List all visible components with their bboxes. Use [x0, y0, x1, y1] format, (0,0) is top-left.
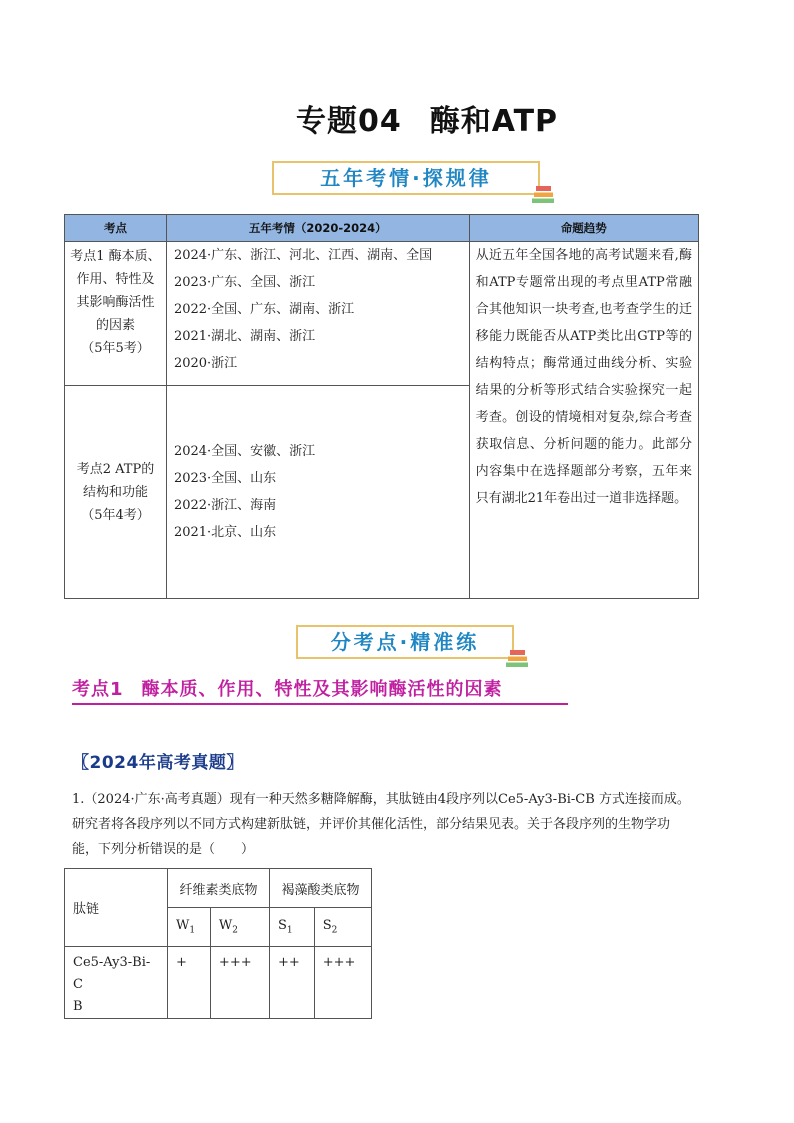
value-w1: + [168, 947, 211, 1019]
question-line: 能，下列分析错误的是（ ） [72, 842, 255, 857]
topic-line: （5年5考） [81, 341, 150, 356]
year-line: 2024·全国、安徽、浙江 [173, 444, 316, 459]
subheader-s1: $S_1$ [269, 908, 314, 947]
years-cell-2 [166, 386, 469, 599]
year-heading: 〖2024年高考真题〗 [72, 753, 244, 773]
header-topic: 考点 [65, 215, 167, 242]
topic-cell-1 [65, 242, 167, 386]
overview-table [64, 214, 699, 599]
topic-cell-2 [65, 386, 167, 599]
year-line: 2022·浙江、海南 [173, 498, 277, 513]
year-line: 2023·广东、全国、浙江 [173, 275, 316, 290]
title-part2: 酶和ATP [429, 104, 559, 139]
peptide-name-line: B [73, 999, 83, 1014]
value-w2: +++ [210, 947, 269, 1019]
value-s2: +++ [314, 947, 371, 1019]
subheader-w1: $W_1$ [168, 908, 211, 947]
group-cellulose: 纤维素类底物 [168, 869, 270, 908]
year-line: 2020·浙江 [173, 356, 238, 371]
topic-line: 的因素 [95, 318, 135, 333]
subheader-s2: $S_2$ [314, 908, 371, 947]
page-title [0, 96, 794, 140]
question-line: 1.（2024·广东·高考真题）现有一种天然多糖降解酶，其肽链由4段序列以Ce5-Ay3-Bi-CB 方式连接而成。 [72, 792, 690, 807]
year-line: 2024·广东、浙江、河北、江西、湖南、全国 [173, 248, 433, 263]
col-peptide-header: 肽链 [65, 869, 168, 947]
section-heading [72, 675, 568, 705]
value-s1: ++ [269, 947, 314, 1019]
topic-line: 结构和功能 [82, 484, 148, 500]
year-line: 2022·全国、广东、湖南、浙江 [173, 302, 355, 317]
books-icon [530, 183, 556, 205]
banner-five-year: 五年考情·探规律 [272, 161, 540, 195]
header-trend: 命题趋势 [469, 215, 698, 242]
banner-practice: 分考点·精准练 [296, 625, 514, 659]
topic-line: （5年4考） [81, 507, 150, 523]
books-icon [504, 647, 530, 669]
year-line: 2023·全国、山东 [173, 471, 277, 486]
section-text: 酶本质、作用、特性及其影响酶活性的因素 [141, 679, 503, 700]
group-alginate: 褐藻酸类底物 [269, 869, 371, 908]
topic-line: 作用、特性及 [76, 272, 155, 287]
header-years: 五年考情（2020-2024） [166, 215, 469, 242]
question-line: 研究者将各段序列以不同方式构建新肽链，并评价其催化活性，部分结果见表。关于各段序列的生物学功 [72, 817, 671, 832]
title-part1: 专题04 [295, 104, 402, 139]
result-table [64, 868, 372, 1019]
subheader-w2: $W_2$ [210, 908, 269, 947]
peptide-name [65, 947, 168, 1019]
peptide-name-line: Ce5-Ay3-Bi-C [73, 955, 151, 992]
year-line: 2021·北京、山东 [173, 525, 277, 540]
section-label: 考点1 [72, 679, 124, 700]
topic-line: 考点2 ATP的 [76, 461, 155, 477]
year-line: 2021·湖北、湖南、浙江 [173, 329, 316, 344]
question-text [72, 787, 742, 862]
topic-line: 考点1 酶本质、 [70, 249, 161, 264]
years-cell-1 [166, 242, 469, 386]
topic-line: 其影响酶活性 [76, 295, 155, 310]
trend-cell: 从近五年全国各地的高考试题来看,酶和ATP专题常出现的考点里ATP常融合其他知识一块考查,也考查学生的迁移能力既能否从ATP类比出GTP等的结构特点；酶常通过曲线分析、实验结果的分析等形式结合实验探究一起考查。创设的情境相对复杂,综合考查获取信息、分析问题的能力。此部分内容集中在选择题部分考察，五年来只有湖北21年卷出过一道非选择题。 [469, 242, 698, 599]
